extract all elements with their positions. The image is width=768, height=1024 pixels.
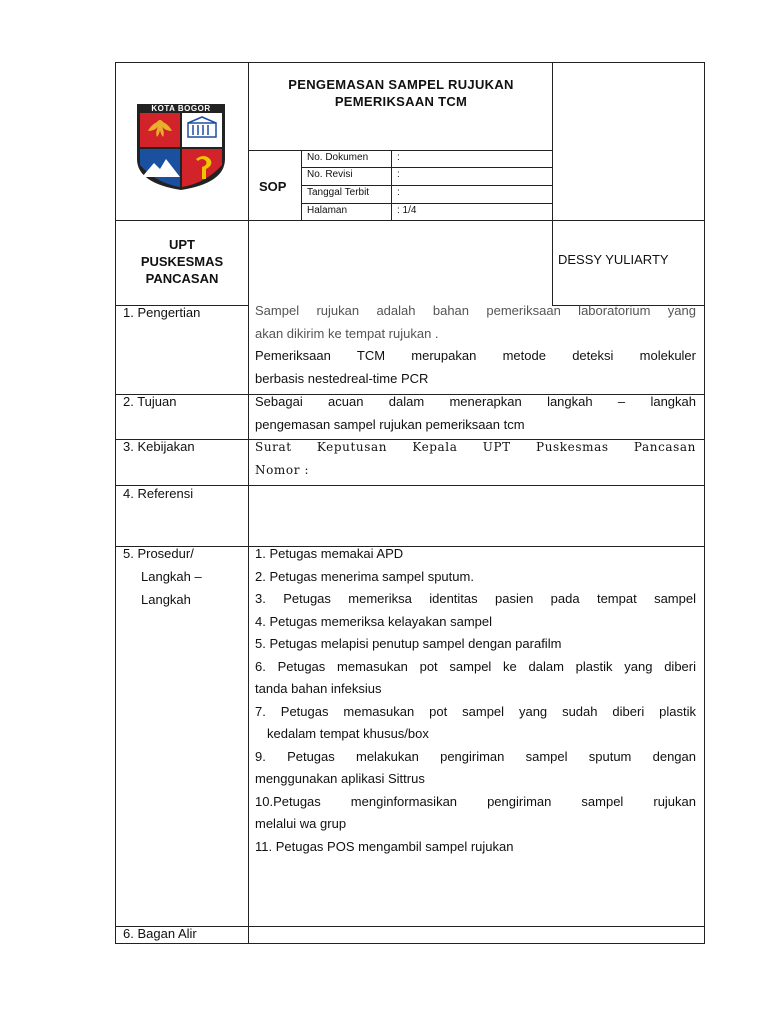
step-2: 2. Petugas menerima sampel sputum. bbox=[255, 568, 474, 584]
unit-line-1: UPT bbox=[169, 237, 195, 252]
step-3: 3. Petugas memeriksa identitas pasien pada tempat sampel bbox=[255, 591, 696, 606]
meta-value-tanggal-terbit: : bbox=[397, 187, 400, 198]
section-label-prosedur-2: Langkah – bbox=[141, 569, 202, 584]
sop-label: SOP bbox=[259, 179, 287, 194]
kebijakan-line-2: Nomor : bbox=[255, 463, 310, 477]
section-label-kebijakan: 3. Kebijakan bbox=[123, 439, 195, 454]
step-10: 10.Petugas menginformasikan pengiriman sampel rujukan bbox=[255, 793, 696, 809]
section-label-referensi: 4. Referensi bbox=[123, 486, 194, 501]
procedure-steps bbox=[255, 543, 696, 858]
tujuan-line-2: pengemasan sampel rujukan pemeriksaan tcm bbox=[255, 417, 525, 432]
section-label-pengertian: 1. Pengertian bbox=[123, 305, 201, 320]
section-label-prosedur-1: 5. Prosedur/ bbox=[123, 546, 194, 561]
title-line-2: PEMERIKSAAN TCM bbox=[334, 94, 468, 109]
step-7: 7. Petugas memasukan pot sampel yang sudah diberi plastik bbox=[255, 703, 696, 719]
kota-bogor-logo bbox=[136, 103, 226, 191]
meta-value-halaman: : 1/4 bbox=[397, 205, 417, 216]
step-7-cont: kedalam tempat khusus/box bbox=[267, 726, 429, 741]
kebijakan-line-1: Surat Keputusan Kepala UPT Puskesmas Pancasan bbox=[255, 440, 696, 454]
step-9-cont: menggunakan aplikasi Sittrus bbox=[255, 771, 425, 786]
signatory-name: DESSY YULIARTY bbox=[558, 252, 669, 267]
step-11: 11. Petugas POS mengambil sampel rujukan bbox=[255, 838, 514, 854]
tujuan-line-1: Sebagai acuan dalam menerapkan langkah – langkah bbox=[255, 394, 696, 409]
step-5: 5. Petugas melapisi penutup sampel dengan parafilm bbox=[255, 636, 562, 651]
pengertian-line-1: Sampel rujukan adalah bahan pemeriksaan laboratorium yang bbox=[255, 303, 696, 318]
unit-name bbox=[116, 236, 248, 287]
meta-value-no-revisi: : bbox=[397, 169, 400, 180]
pengertian-line-4: berbasis nestedreal-time PCR bbox=[255, 371, 429, 386]
step-6-cont: tanda bahan infeksius bbox=[255, 681, 382, 696]
logo-text: KOTA BOGOR bbox=[151, 104, 211, 113]
step-4: 4. Petugas memeriksa kelayakan sampel bbox=[255, 613, 493, 629]
step-9: 9. Petugas melakukan pengiriman sampel sputum dengan bbox=[255, 748, 696, 764]
document-title bbox=[250, 76, 552, 110]
meta-label-no-revisi: No. Revisi bbox=[307, 169, 353, 180]
section-label-prosedur-3: Langkah bbox=[141, 592, 191, 607]
step-1: 1. Petugas memakai APD bbox=[255, 546, 404, 561]
step-6: 6. Petugas memasukan pot sampel ke dalam plastik yang diberi bbox=[255, 658, 696, 674]
meta-label-halaman: Halaman bbox=[307, 205, 348, 216]
section-label-tujuan: 2. Tujuan bbox=[123, 394, 177, 409]
pengertian-line-2: akan dikirim ke tempat rujukan . bbox=[255, 326, 439, 341]
meta-value-no-dokumen: : bbox=[397, 152, 400, 163]
pengertian-line-3: Pemeriksaan TCM merupakan metode deteksi molekuler bbox=[255, 348, 696, 363]
meta-label-no-dokumen: No. Dokumen bbox=[307, 152, 369, 163]
unit-line-2: PUSKESMAS bbox=[140, 254, 224, 269]
section-label-bagan-alir: 6. Bagan Alir bbox=[123, 926, 197, 941]
title-line-1: PENGEMASAN SAMPEL RUJUKAN bbox=[288, 77, 514, 92]
step-10-cont: melalui wa grup bbox=[255, 816, 347, 831]
unit-line-3: PANCASAN bbox=[145, 271, 219, 286]
meta-label-tanggal-terbit: Tanggal Terbit bbox=[307, 187, 370, 198]
